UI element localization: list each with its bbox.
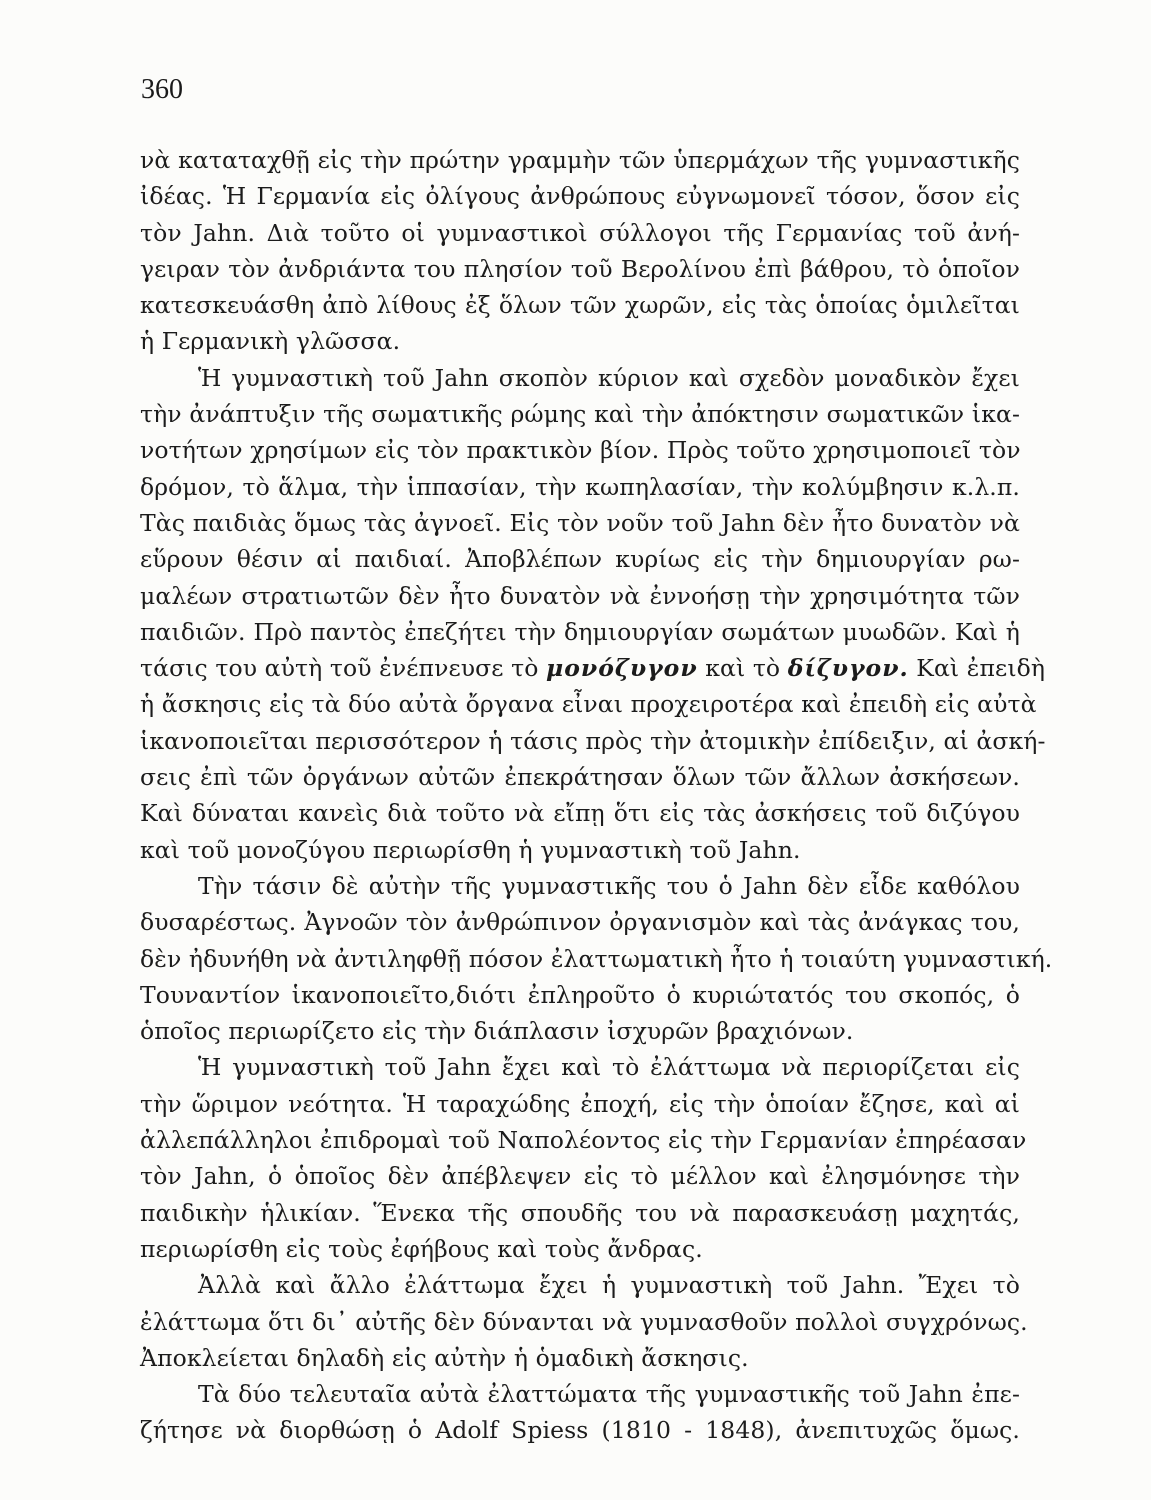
emphasized-term: μονόζυγον — [546, 654, 698, 683]
text-line: ἀλλεπάλληλοι ἐπιδρομαὶ τοῦ Ναπολέοντος εἰς τὴν Γερμανίαν ἐπηρέασαν — [140, 1126, 1027, 1155]
text-line: τὸν Jahn. Διὰ τοῦτο οἱ γυμναστικοὶ σύλλογοι τῆς Γερμανίας τοῦ ἀνή- — [140, 218, 1020, 247]
text-line: ἡ ἄσκησις εἰς τὰ δύο αὐτὰ ὄργανα εἶναι προχειροτέρα καὶ ἐπειδὴ εἰς αὐτὰ — [140, 690, 1037, 719]
text-line: Ἀποκλείεται δηλαδὴ εἰς αὐτὴν ἡ ὁμαδικὴ ἄσκησις. — [140, 1343, 749, 1372]
text-line: ἰδέας. Ἡ Γερμανία εἰς ὀλίγους ἀνθρώπους εὐγνωμονεῖ τόσον, ὅσον εἰς — [140, 182, 1020, 211]
text-line: καὶ τοῦ μονοζύγου περιωρίσθη ἡ γυμναστικὴ τοῦ Jahn. — [140, 835, 801, 864]
text-line: Καὶ δύναται κανεὶς διὰ τοῦτο νὰ εἴπῃ ὅτι εἰς τὰς ἀσκήσεις τοῦ διζύγου — [140, 799, 1020, 828]
text-line: Τὰς παιδιὰς ὅμως τὰς ἀγνοεῖ. Εἰς τὸν νοῦν τοῦ Jahn δὲν ἦτο δυνατὸν νὰ — [140, 508, 1020, 537]
text-line: ἱκανοποιεῖται περισσότερον ἡ τάσις πρὸς τὴν ἀτομικὴν ἐπίδειξιν, αἱ ἀσκή- — [140, 726, 1046, 755]
text-segment: Καὶ ἐπειδὴ — [908, 654, 1046, 683]
emphasized-term: δίζυγον. — [787, 654, 909, 683]
text-line: Τὴν τάσιν δὲ αὐτὴν τῆς γυμναστικῆς του ὁ Jahn δὲν εἶδε καθόλου — [198, 871, 1020, 900]
text-line: Ἡ γυμναστικὴ τοῦ Jahn ἔχει καὶ τὸ ἐλάττωμα νὰ περιορίζεται εἰς — [198, 1053, 1020, 1082]
text-line: δρόμον, τὸ ἅλμα, τὴν ἱππασίαν, τὴν κωπηλασίαν, τὴν κολύμβησιν κ.λ.π. — [140, 472, 1020, 501]
text-line: νοτήτων χρησίμων εἰς τὸν πρακτικὸν βίον. Πρὸς τοῦτο χρησιμοποιεῖ τὸν — [140, 436, 1021, 465]
body-text — [140, 142, 1053, 1449]
text-line: Ἀλλὰ καὶ ἄλλο ἐλάττωμα ἔχει ἡ γυμναστικὴ τοῦ Jahn. Ἔχει τὸ — [198, 1271, 1020, 1300]
text-line: εὕρουν θέσιν αἱ παιδιαί. Ἀποβλέπων κυρίως εἰς τὴν δημιουργίαν ρω- — [140, 545, 1020, 574]
text-line: μαλέων στρατιωτῶν δὲν ἦτο δυνατὸν νὰ ἐννοήσῃ τὴν χρησιμότητα τῶν — [140, 581, 1020, 610]
text-line: σεις ἐπὶ τῶν ὀργάνων αὐτῶν ἐπεκράτησαν ὅλων τῶν ἄλλων ἀσκήσεων. — [140, 763, 1020, 792]
text-line: τὸν Jahn, ὁ ὁποῖος δὲν ἀπέβλεψεν εἰς τὸ μέλλον καὶ ἐλησμόνησε τὴν — [140, 1162, 1020, 1191]
text-line: δὲν ἠδυνήθη νὰ ἀντιληφθῇ πόσον ἐλαττωματικὴ ἦτο ἡ τοιαύτη γυμναστική. — [140, 944, 1053, 973]
text-line — [140, 650, 1046, 686]
text-line: παιδικὴν ἡλικίαν. Ἕνεκα τῆς σπουδῆς του νὰ παρασκευάσῃ μαχητάς, — [140, 1198, 1020, 1227]
text-line: ἡ Γερμανικὴ γλῶσσα. — [140, 327, 401, 356]
text-line: δυσαρέστως. Ἀγνοῶν τὸν ἀνθρώπινον ὀργανισμὸν καὶ τὰς ἀνάγκας του, — [140, 908, 1020, 937]
text-line: Τουναντίον ἱκανοποιεῖτο,διότι ἐπληροῦτο ὁ κυριώτατός του σκοπός, ὁ — [140, 980, 1020, 1009]
text-line: Τὰ δύο τελευταῖα αὐτὰ ἐλαττώματα τῆς γυμναστικῆς τοῦ Jahn ἐπε- — [198, 1380, 1020, 1409]
text-line: περιωρίσθη εἰς τοὺς ἐφήβους καὶ τοὺς ἄνδρας. — [140, 1234, 703, 1263]
text-line: τὴν ἀνάπτυξιν τῆς σωματικῆς ρώμης καὶ τὴν ἀπόκτησιν σωματικῶν ἱκα- — [140, 400, 1020, 429]
text-segment: τάσις του αὐτὴ τοῦ ἐνέπνευσε τὸ — [140, 654, 547, 683]
text-line: Ἡ γυμναστικὴ τοῦ Jahn σκοπὸν κύριον καὶ σχεδὸν μοναδικὸν ἔχει — [198, 363, 1020, 392]
text-line: παιδιῶν. Πρὸ παντὸς ἐπεζήτει τὴν δημιουργίαν σωμάτων μυωδῶν. Καὶ ἡ — [140, 617, 1020, 646]
text-line: κατεσκευάσθη ἀπὸ λίθους ἐξ ὅλων τῶν χωρῶν, εἰς τὰς ὁποίας ὁμιλεῖται — [140, 291, 1020, 320]
text-line: νὰ καταταχθῇ εἰς τὴν πρώτην γραμμὴν τῶν ὑπερμάχων τῆς γυμναστικῆς — [140, 146, 1020, 174]
text-line: γειραν τὸν ἀνδριάντα του πλησίον τοῦ Βερολίνου ἐπὶ βάθρου, τὸ ὁποῖον — [140, 254, 1020, 283]
text-line: ἐλάττωμα ὅτι δι᾽ αὐτῆς δὲν δύνανται νὰ γυμνασθοῦν πολλοὶ συγχρόνως. — [140, 1307, 1028, 1336]
page-number: 360 — [141, 74, 183, 105]
text-line: ζήτησε νὰ διορθώσῃ ὁ Adolf Spiess (1810 - 1848), ἀνεπιτυχῶς ὅμως. — [140, 1416, 1020, 1445]
text-segment: καὶ τὸ — [697, 654, 788, 683]
text-line: ὁποῖος περιωρίζετο εἰς τὴν διάπλασιν ἰσχυρῶν βραχιόνων. — [140, 1017, 854, 1046]
text-line: τὴν ὥριμον νεότητα. Ἡ ταραχώδης ἐποχή, εἰς τὴν ὁποίαν ἔζησε, καὶ αἱ — [140, 1089, 1020, 1118]
